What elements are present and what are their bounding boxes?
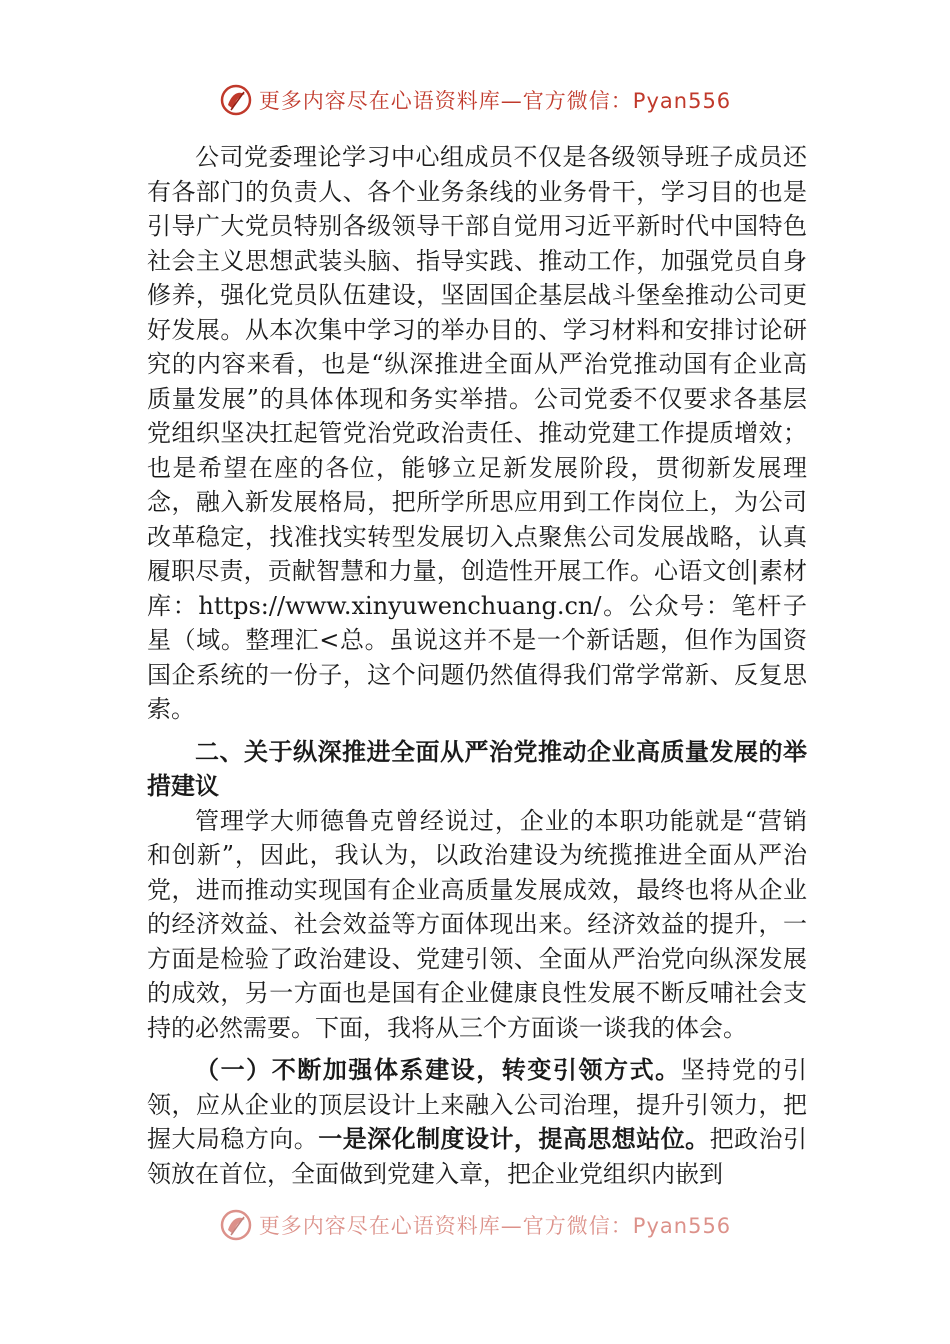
document-body [147,140,807,1191]
point-one-bold: 一是深化制度设计，提高思想站位。 [318,1124,710,1153]
footer-watermark-text: 更多内容尽在心语资料库—官方微信：Pyan556 [258,1214,732,1238]
paragraph-3-text: 坚持党的引领，应从企业的顶层设计上来融入公司治理，提升引领力，把握大局稳方向。 [147,1056,808,1153]
header-watermark [0,80,950,120]
paragraph-1: 公司党委理论学习中心组成员不仅是各级领导班子成员还有各部门的负责人、各个业务条线的业务骨干，学习目的也是引导广大党员特别各级领导干部自觉用习近平新时代中国特色社会主义思想武装头脑、指导实践、推动工作，加强党员自身修养，强化党员队伍建设，坚固国企基层战斗堡垒推动公司更好发展。从本次集中学习的举办目的、学习材料和安排讨论研究的内容来看，也是“纵深推进全面从严治党推动国有企业高质量发展”的具体体现和务实举措。公司党委不仅要求各基层党组织坚决扛起管党治党政治责任、推动党建工作提质增效；也是希望在座的各位，能够立足新发展阶段，贯彻新发展理念，融入新发展格局，把所学所思应用到工作岗位上，为公司改革稳定，找准找实转型发展切入点聚焦公司发展战略，认真履职尽责，贡献智慧和力量，创造性开展工作。心语文创|素材库：https://www.xinyuwenchuang.cn/。公众号：笔杆子星（域。整理汇<总。虽说这并不是一个新话题，但作为国资国企系统的一份子，这个问题仍然值得我们常学常新、反复思索。 [147,143,807,723]
header-watermark-text: 更多内容尽在心语资料库—官方微信：Pyan556 [258,89,732,113]
paragraph-2: 管理学大师德鲁克曾经说过，企业的本职功能就是“营销和创新”，因此，我认为，以政治建设为统揽推进全面从严治党，进而推动实现国有企业高质量发展成效，最终也将从企业的经济效益、社会效益等方面体现出来。经济效益的提升，一方面是检验了政治建设、党建引领、全面从严治党向纵深发展的成效，另一方面也是国有企业健康良性发展不断反哺社会支持的必然需要。下面，我将从三个方面谈一谈我的体会。 [147,806,807,1042]
paragraph-3 [147,1053,807,1191]
logo-icon [219,1208,253,1242]
footer-watermark [0,1205,950,1245]
logo-icon [219,83,253,117]
subheading-1: （一）不断加强体系建设，转变引领方式。 [195,1056,681,1084]
paragraph-3-tail: 把政治引领放在首位，全面做到党建入章，把企业党组织内嵌到 [147,1125,808,1188]
section-heading-2: 二、关于纵深推进全面从严治党推动企业高质量发展的举措建议 [147,737,807,800]
